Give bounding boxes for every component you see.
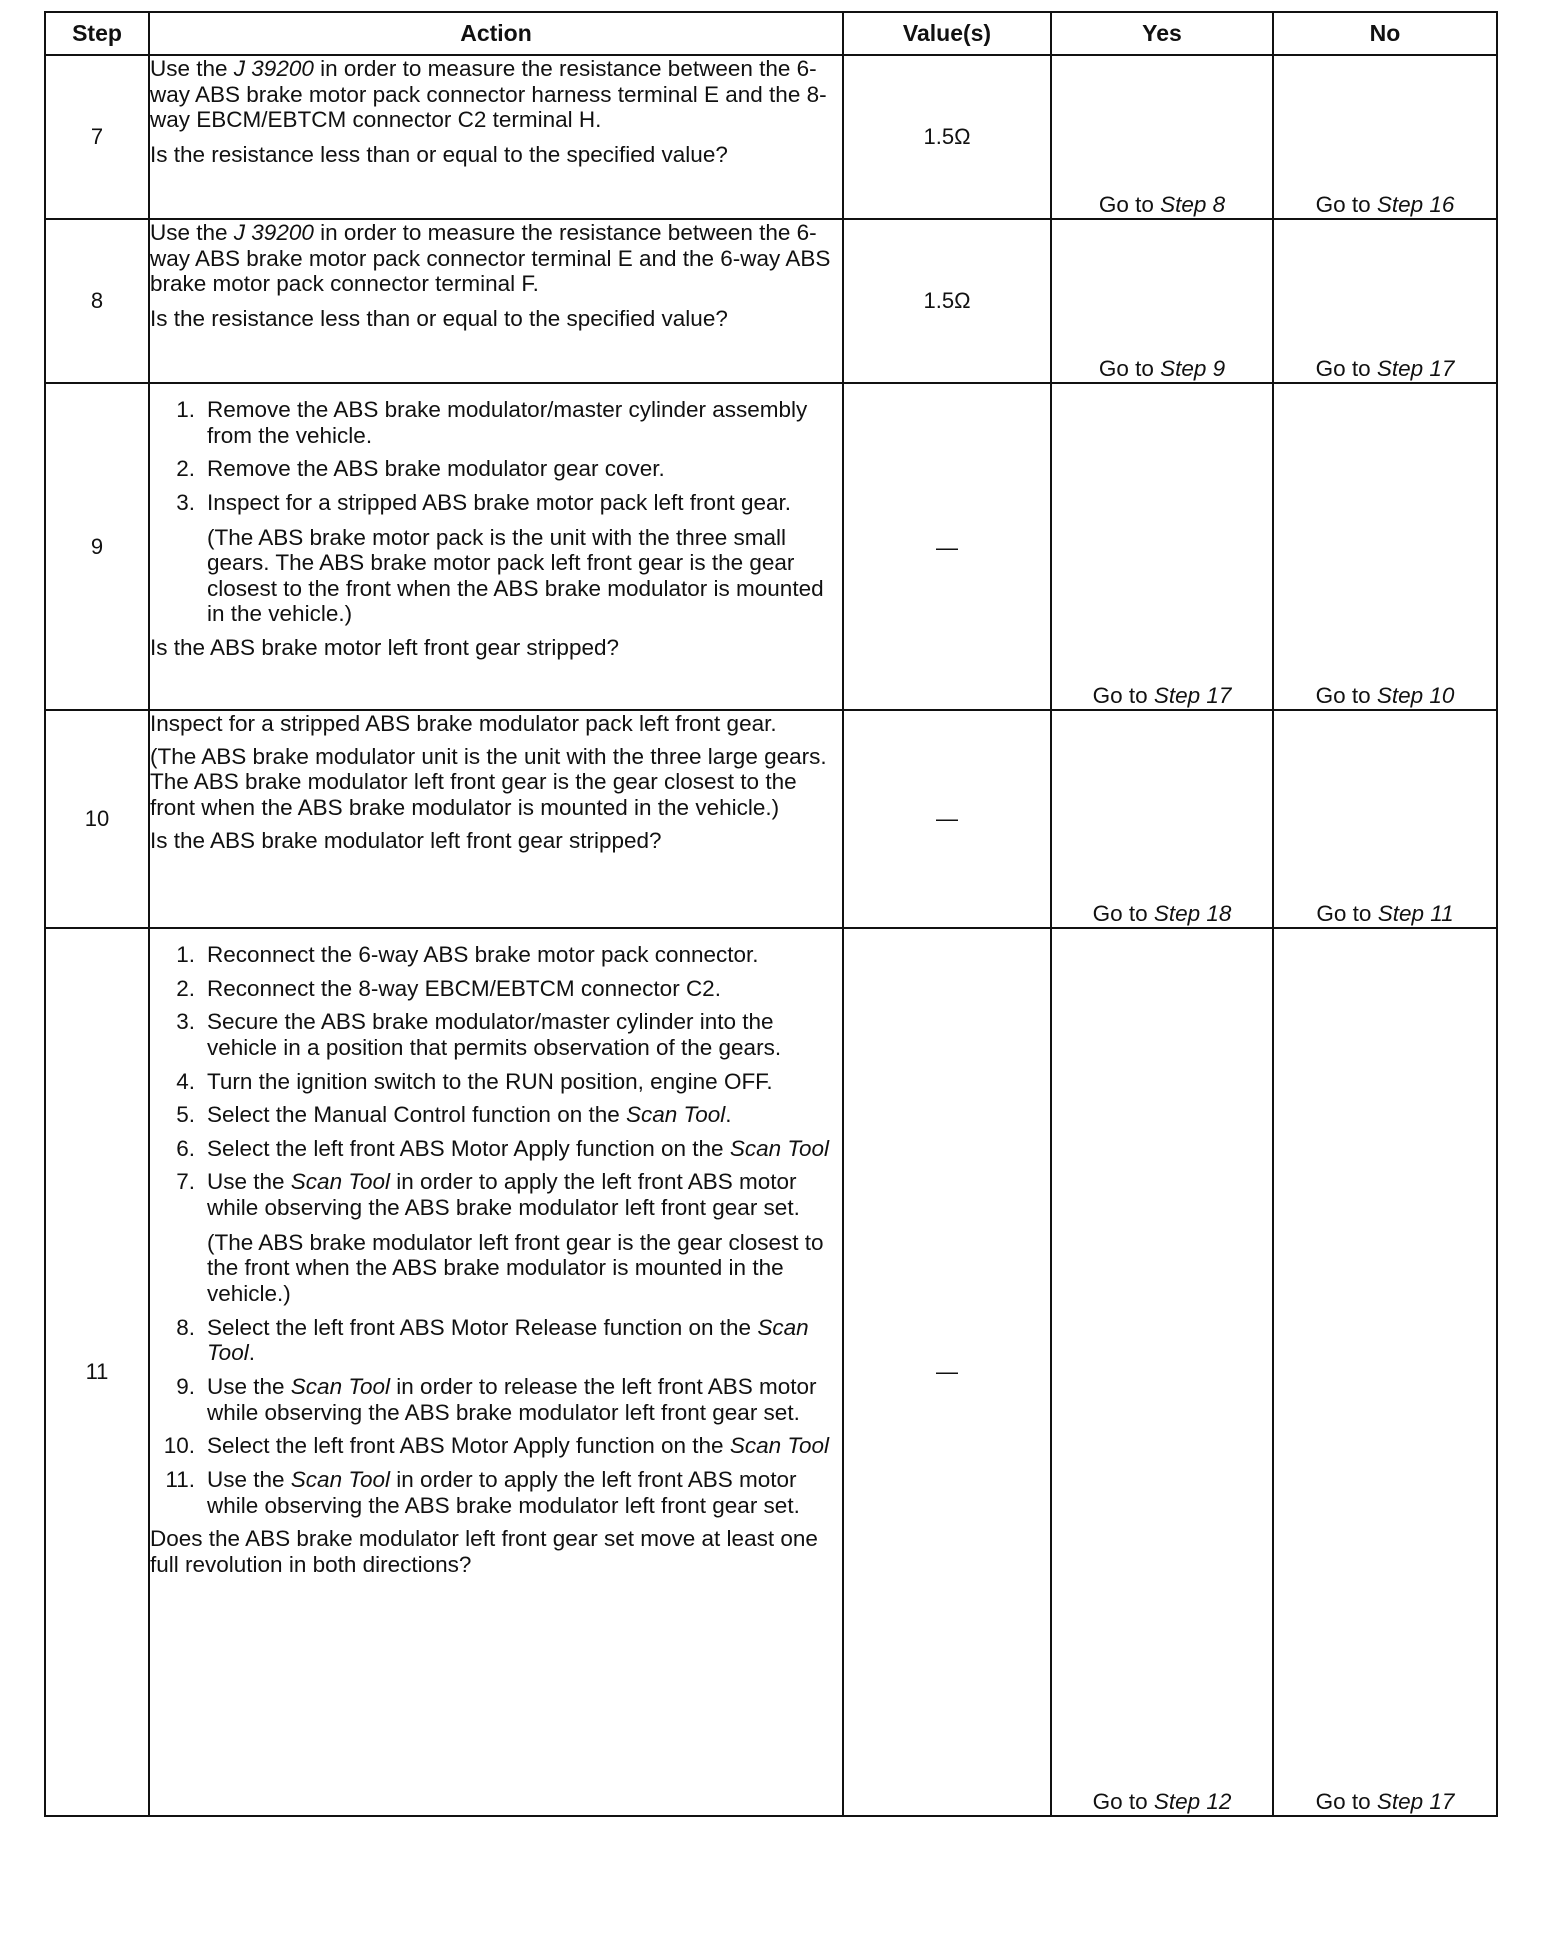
action-cell — [149, 383, 843, 710]
yes-step-link: Step 9 — [1160, 356, 1226, 382]
action-steps-list — [150, 397, 842, 627]
action-steps-list — [150, 942, 842, 1518]
yes-step-link: Step 17 — [1153, 683, 1232, 709]
scan-tool-name: Scan Tool — [729, 1135, 830, 1161]
scan-tool-name: Scan Tool — [207, 1314, 809, 1366]
list-item: 10. Select the left front ABS Motor Apply function on the Scan Tool — [163, 1433, 830, 1459]
list-item: 7. Use the Scan Tool in order to apply the left front ABS motor while observing the ABS brake modulator left front gear set. (The ABS brake modulator left front gear is the gear closest to the front when the ABS brake modulator is mounted in the vehicle.) — [150, 1169, 842, 1306]
header-row — [45, 12, 1497, 55]
list-item: 6. Select the left front ABS Motor Apply function on the Scan Tool — [176, 1135, 830, 1161]
yes-cell: Go to Step 18 — [1051, 710, 1273, 928]
step-number: 11 — [45, 928, 149, 1816]
list-item: 2. Reconnect the 8-way EBCM/EBTCM connector C2. — [176, 975, 721, 1001]
no-cell: Go to Step 11 — [1273, 710, 1497, 928]
list-item: 11. Use the Scan Tool in order to apply the left front ABS motor while observing the ABS brake modulator left front gear set. — [165, 1466, 800, 1518]
list-item-note: (The ABS brake modulator left front gear is the gear closest to the front when the ABS brake modulator is mounted in the vehicle.) — [207, 1229, 824, 1307]
table-row-step-11 — [45, 928, 1497, 1816]
tool-name: J 39200 — [233, 220, 314, 245]
list-item: 5. Select the Manual Control function on the Scan Tool. — [176, 1102, 732, 1128]
no-step-link: Step 17 — [1376, 356, 1455, 382]
value-cell: — — [843, 928, 1051, 1816]
list-item: 3. Inspect for a stripped ABS brake motor pack left front gear. (The ABS brake motor pack is the unit with the three small gears. The ABS brake motor pack left front gear is the gear closest to the front when the ABS brake modulator is mounted in the vehicle.) — [150, 490, 842, 627]
step-number: 7 — [45, 55, 149, 219]
value-dash: — — [936, 534, 958, 560]
header-action: Action — [149, 12, 843, 55]
diagnostic-table — [44, 11, 1498, 1817]
list-item: 1. Reconnect the 6-way ABS brake motor pack connector. — [176, 942, 759, 967]
list-item: 1. Remove the ABS brake modulator/master cylinder assembly from the vehicle. — [176, 397, 808, 448]
action-cell — [149, 219, 843, 383]
no-step-link: Step 10 — [1376, 683, 1455, 709]
action-cell — [149, 710, 843, 928]
header-no: No — [1273, 12, 1497, 55]
value-cell — [843, 383, 1051, 710]
header-yes: Yes — [1051, 12, 1273, 55]
yes-step-link: Step 12 — [1153, 1789, 1232, 1815]
no-cell: Go to Step 17 — [1273, 219, 1497, 383]
table-row-step-8 — [45, 219, 1497, 383]
action-text: Use the J 39200 in order to measure the resistance between the 6-way ABS brake motor pack connector harness terminal E and the 8-way EBCM/EBTCM connector C2 terminal H. — [150, 56, 827, 133]
action-question: Does the ABS brake modulator left front gear set move at least one full revolution in both directions? — [150, 1526, 818, 1577]
no-step-link: Step 17 — [1376, 1789, 1455, 1815]
no-cell: Go to Step 16 — [1273, 55, 1497, 219]
yes-cell: Go to Step 12 — [1051, 928, 1273, 1816]
yes-cell: Go to Step 9 — [1051, 219, 1273, 383]
yes-step-link: Step 8 — [1160, 192, 1226, 218]
no-step-link: Step 11 — [1377, 901, 1454, 927]
value-cell: 1.5Ω — [843, 219, 1051, 383]
action-question: Is the ABS brake modulator left front gear stripped? — [150, 827, 662, 853]
no-cell: Go to Step 10 — [1273, 383, 1497, 710]
table-row-step-7 — [45, 55, 1497, 219]
action-cell — [149, 55, 843, 219]
scan-tool-name: Scan Tool — [729, 1433, 830, 1459]
yes-step-link: Step 18 — [1153, 901, 1232, 927]
list-item: 9. Use the Scan Tool in order to release the left front ABS motor while observing the ABS brake modulator left front gear set. — [176, 1373, 817, 1425]
scan-tool-name: Scan Tool — [290, 1169, 391, 1195]
action-text: Inspect for a stripped ABS brake modulator pack left front gear. — [150, 711, 777, 736]
header-values: Value(s) — [843, 12, 1051, 55]
value-cell: — — [843, 710, 1051, 928]
table-row-step-9 — [45, 383, 1497, 710]
step-number: 10 — [45, 710, 149, 928]
no-cell: Go to Step 17 — [1273, 928, 1497, 1816]
action-note: (The ABS brake modulator unit is the unit with the three large gears. The ABS brake modulator left front gear is the gear closest to the front when the ABS brake modulator is mounted in the vehicle.) — [150, 743, 827, 820]
list-item-note: (The ABS brake motor pack is the unit with the three small gears. The ABS brake motor pack left front gear is the gear closest to the front when the ABS brake modulator is mounted in the vehicle.) — [207, 524, 824, 627]
action-question: Is the resistance less than or equal to the specified value? — [150, 141, 728, 167]
list-item: 8. Select the left front ABS Motor Release function on the Scan Tool. — [176, 1314, 809, 1366]
step-number: 8 — [45, 219, 149, 383]
header-step: Step — [45, 12, 149, 55]
list-item: 2. Remove the ABS brake modulator gear cover. — [176, 456, 665, 482]
table-row-step-10 — [45, 710, 1497, 928]
scan-tool-name: Scan Tool — [290, 1373, 391, 1399]
no-step-link: Step 16 — [1376, 192, 1455, 218]
list-item: 3. Secure the ABS brake modulator/master cylinder into the vehicle in a position that permits observation of the gears. — [176, 1009, 782, 1060]
scan-tool-name: Scan Tool — [290, 1466, 391, 1492]
action-text: Use the J 39200 in order to measure the resistance between the 6-way ABS brake motor pack connector terminal E and the 6-way ABS brake motor pack connector terminal F. — [150, 220, 831, 297]
step-number: 9 — [45, 383, 149, 710]
action-question: Is the resistance less than or equal to the specified value? — [150, 305, 728, 331]
scan-tool-name: Scan Tool — [626, 1102, 726, 1128]
action-question: Is the ABS brake motor left front gear stripped? — [150, 635, 619, 661]
action-cell — [149, 928, 843, 1816]
tool-name: J 39200 — [233, 56, 314, 81]
yes-cell: Go to Step 17 — [1051, 383, 1273, 710]
yes-cell: Go to Step 8 — [1051, 55, 1273, 219]
list-item: 4. Turn the ignition switch to the RUN position, engine OFF. — [176, 1068, 773, 1094]
value-cell: 1.5Ω — [843, 55, 1051, 219]
